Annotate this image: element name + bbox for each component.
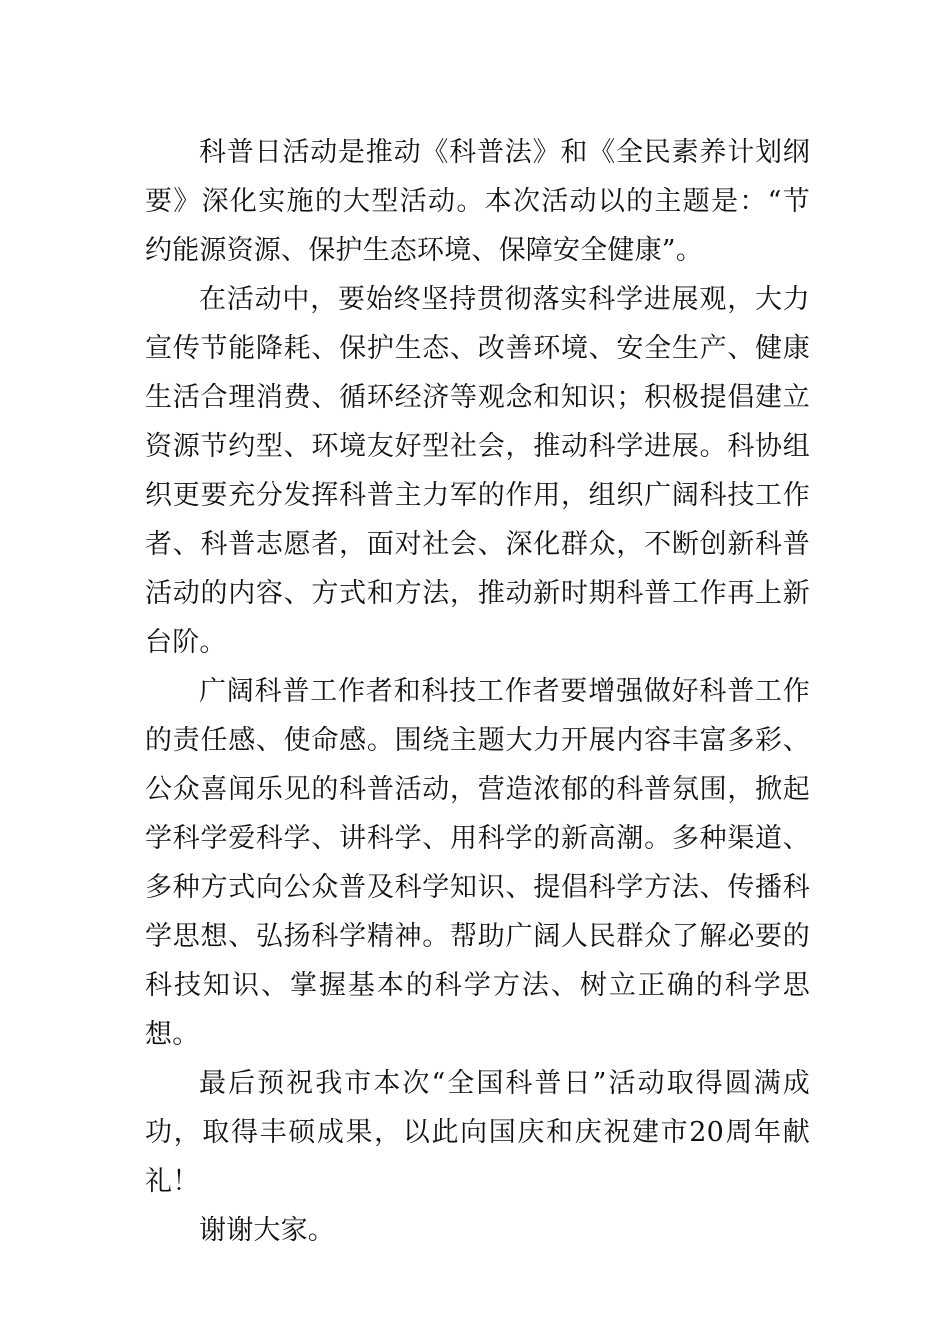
paragraph-5: 谢谢大家。	[199, 1215, 335, 1246]
paragraph-4: 最后预祝我市本次“全国科普日”活动取得圆满成功，取得丰硕成果，以此向国庆和庆祝建市20周年献礼！	[145, 1068, 810, 1197]
document-body	[145, 128, 810, 1255]
paragraph-2: 在活动中，要始终坚持贯彻落实科学进展观，大力宣传节能降耗、保护生态、改善环境、安全生产、健康生活合理消费、循环经济等观念和知识；积极提倡建立资源节约型、环境友好型社会，推动科学进展。科协组织更要充分发挥科普主力军的作用，组织广阔科技工作者、科普志愿者，面对社会、深化群众，不断创新科普活动的内容、方式和方法，推动新时期科普工作再上新台阶。	[145, 284, 810, 658]
paragraph-1: 科普日活动是推动《科普法》和《全民素养计划纲要》深化实施的大型活动。本次活动以的主题是：“节约能源资源、保护生态环境、保障安全健康”。	[145, 137, 810, 266]
paragraph-3: 广阔科普工作者和科技工作者要增强做好科普工作的责任感、使命感。围绕主题大力开展内容丰富多彩、公众喜闻乐见的科普活动，营造浓郁的科普氛围，掀起学科学爱科学、讲科学、用科学的新高潮。多种渠道、多种方式向公众普及科学知识、提倡科学方法、传播科学思想、弘扬科学精神。帮助广阔人民群众了解必要的科技知识、掌握基本的科学方法、树立正确的科学思想。	[145, 676, 810, 1050]
